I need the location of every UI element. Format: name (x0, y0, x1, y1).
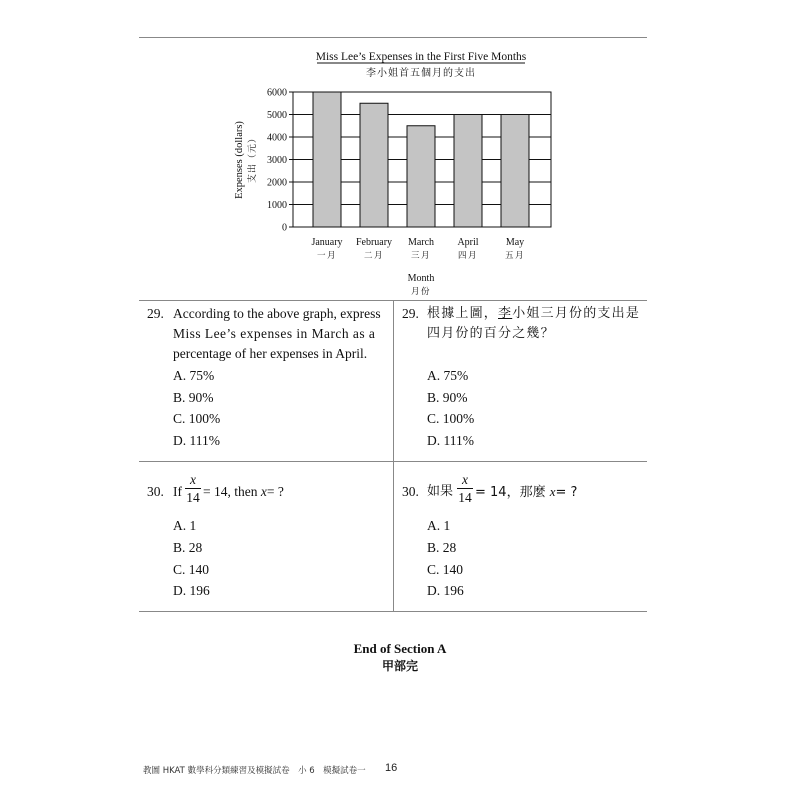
chart-title: Miss Lee’s Expenses in the First Five Months (315, 51, 527, 63)
y-axis-label: Expenses (dollars) (234, 121, 245, 199)
q29-option-a-cn[interactable]: A. 75% (427, 368, 469, 383)
bar-april (454, 115, 482, 228)
x-tick-label: April (457, 237, 479, 248)
fraction-denominator: 14 (186, 490, 200, 505)
q29-cn-name: 李 (498, 306, 513, 321)
x-tick-label: January (311, 237, 343, 248)
q30-if-cn: 如果 (427, 484, 454, 499)
bar-january (313, 92, 341, 227)
column-divider (393, 300, 394, 612)
x-tick-label: May (505, 237, 525, 248)
bar-may (501, 115, 529, 228)
y-tick-label: 2000 (267, 177, 287, 189)
q29-option-d-en[interactable]: D. 111% (173, 433, 220, 448)
q30-fraction-en (185, 472, 201, 506)
footer-text: 教圖 HKAT 數學科分類練習及模擬試卷 小 6 模擬試卷一 (143, 766, 366, 776)
q30-option-c-en[interactable]: C. 140 (173, 562, 210, 577)
q30-fraction-cn (457, 472, 473, 506)
y-tick-label: 3000 (267, 155, 287, 166)
bar-march (407, 126, 435, 227)
q30-number-en: 30. (147, 484, 164, 499)
y-tick-label: 6000 (267, 87, 287, 99)
q29-option-d-cn[interactable]: D. 111% (427, 433, 474, 448)
x-axis-label-cn: 月份 (410, 287, 432, 297)
q30-option-a-cn[interactable]: A. 1 (427, 518, 451, 533)
x-tick-label-cn: 一月 (316, 251, 338, 261)
end-section-title: End of Section A (353, 641, 447, 656)
x-tick-label-cn: 三月 (410, 251, 432, 261)
q29-number-en: 29. (147, 306, 164, 321)
q29-cn-line2: 四月份的百分之幾？ (427, 326, 555, 341)
q29-text-cn (427, 304, 640, 344)
q29-option-b-en[interactable]: B. 90% (173, 390, 214, 405)
q30-number-cn: 30. (402, 484, 419, 499)
q30-bottom-rule (139, 611, 647, 612)
x-tick-label: February (355, 237, 393, 248)
y-tick-label: 5000 (267, 110, 287, 121)
q30-option-b-cn[interactable]: B. 28 (427, 540, 457, 555)
q29-option-c-en[interactable]: C. 100% (173, 411, 221, 426)
top-rule (139, 37, 647, 38)
q29-en-line: According to the above graph, express (173, 306, 381, 321)
q30-option-c-cn[interactable]: C. 140 (427, 562, 464, 577)
chart-title-cn: 李小姐首五個月的支出 (366, 68, 476, 79)
q30-option-a-en[interactable]: A. 1 (173, 518, 197, 533)
q30-rest-en: = 14, then x= ? (203, 484, 284, 499)
q30-if-en: If (173, 484, 182, 499)
bar-chart (0, 40, 800, 302)
x-tick-label: March (407, 237, 435, 248)
y-tick-label: 1000 (267, 200, 287, 211)
q29-en-line: percentage of her expenses in April. (173, 346, 368, 361)
q30-rest-cn: = 14，那麼 x= ? (475, 484, 578, 500)
q29-number-cn: 29. (402, 306, 419, 321)
x-tick-label-cn: 二月 (363, 251, 385, 261)
y-axis-label-cn: 支出（元） (248, 132, 258, 184)
x-axis-label: Month (407, 273, 435, 284)
q29-en-line: Miss Lee’s expenses in March as a (173, 326, 376, 341)
bar-february (360, 103, 388, 227)
fraction-numerator: x (190, 472, 196, 487)
q30-top-rule (139, 461, 647, 462)
q30-option-d-cn[interactable]: D. 196 (427, 583, 464, 598)
end-section-title-cn: 甲部完 (381, 659, 418, 673)
y-tick-label: 4000 (267, 132, 287, 144)
x-tick-label-cn: 五月 (504, 251, 526, 261)
q29-option-a-en[interactable]: A. 75% (173, 368, 215, 383)
q29-cn-post: 小姐三月份的支出是 (512, 306, 641, 321)
page-number: 16 (385, 762, 398, 774)
q30-option-b-en[interactable]: B. 28 (173, 540, 203, 555)
q29-text-en (173, 304, 387, 364)
q29-option-b-cn[interactable]: B. 90% (427, 390, 468, 405)
q30-option-d-en[interactable]: D. 196 (173, 583, 210, 598)
fraction-denominator: 14 (458, 490, 472, 505)
q29-cn-pre: 根據上圖， (427, 306, 499, 321)
y-tick-label: 0 (282, 222, 287, 234)
fraction-numerator: x (462, 472, 468, 487)
q29-option-c-cn[interactable]: C. 100% (427, 411, 475, 426)
x-tick-label-cn: 四月 (457, 251, 479, 261)
